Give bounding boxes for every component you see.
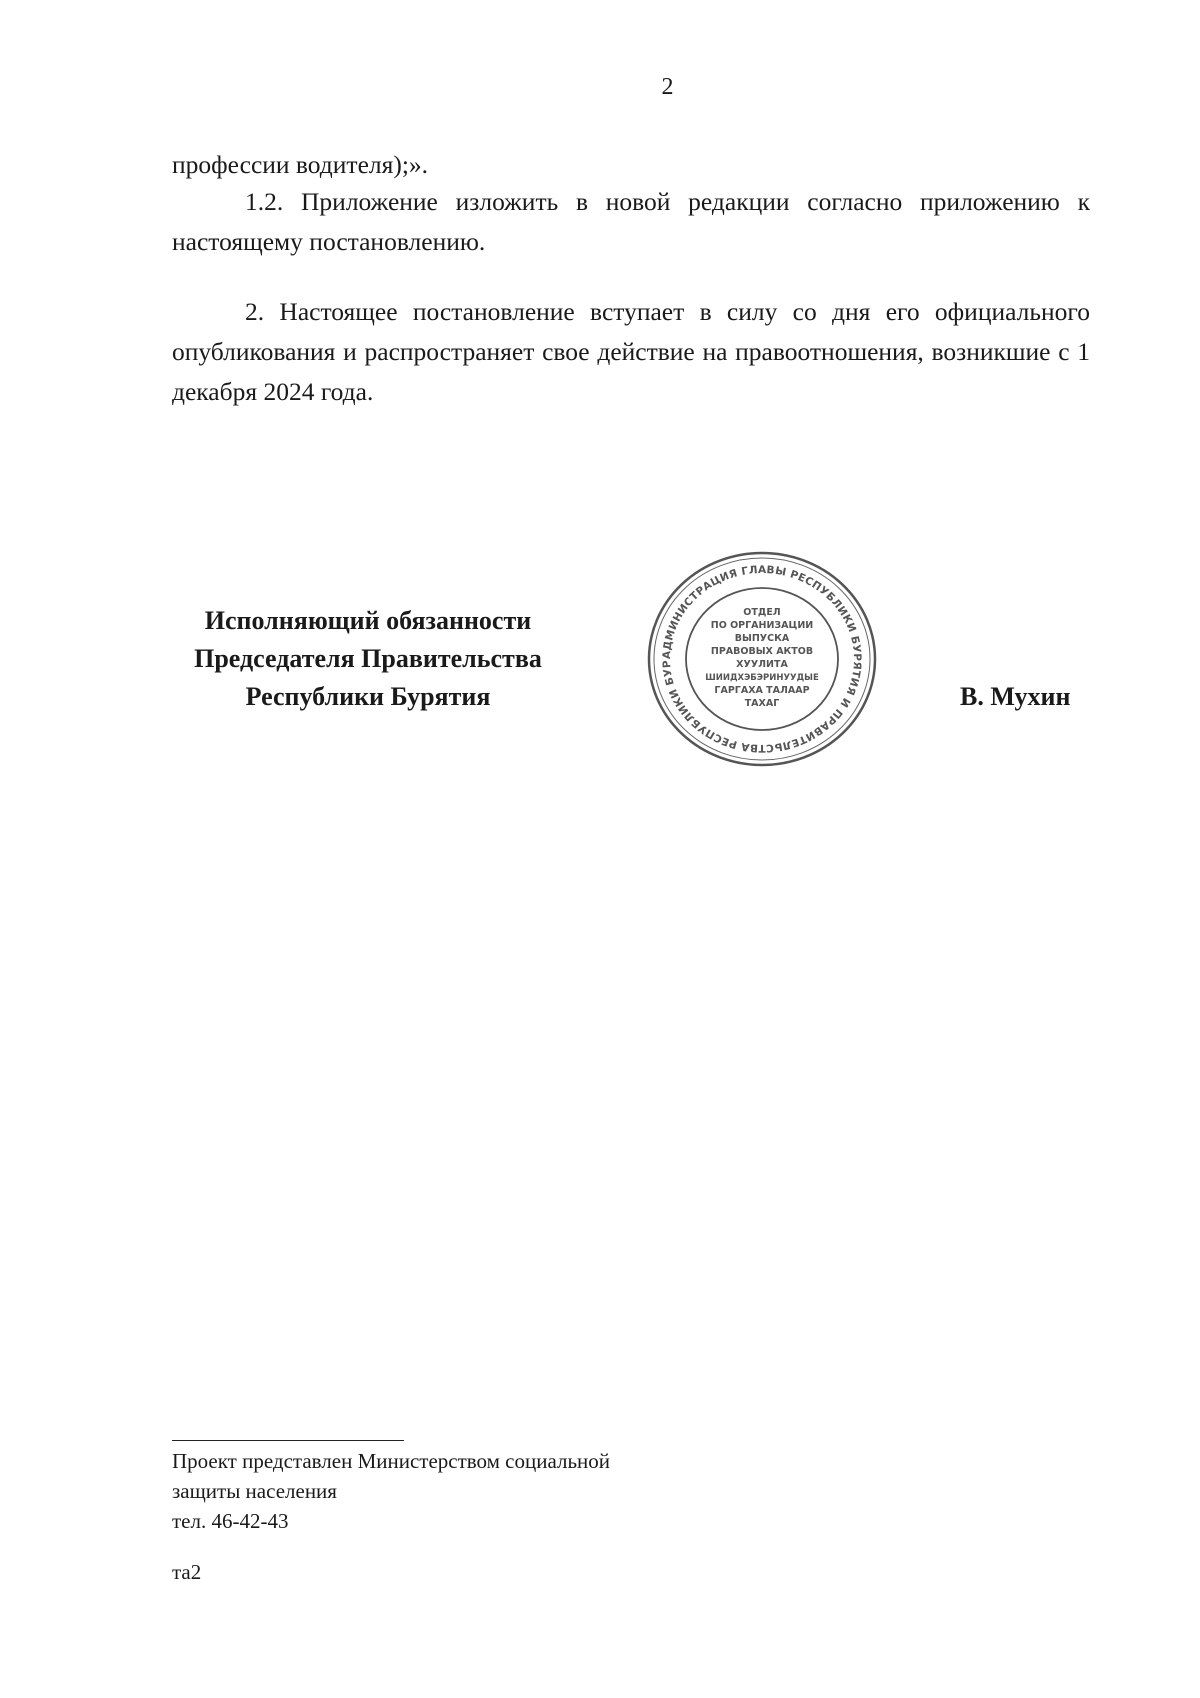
seal-line: ШИИДХЭБЭРИНУУДЫЕ [705,673,819,683]
paragraph-item-2 [172,292,1090,412]
continuation-text: профессии водителя);». [172,150,429,179]
footnote-line: Проект представлен Министерством социальной [172,1449,611,1473]
seal-line: ОТДЕЛ [743,607,781,618]
signer-name: В. Мухин [960,682,1071,711]
footnote-line: защиты населения [172,1479,337,1503]
signer-title-line: Председателя Правительства [194,644,542,673]
item-2-text: 2. Настоящее постановление вступает в силу со дня его официального опубликования и распространяет свое действие на правоотношения, возникшие с 1 декабря 2024 года. [172,297,1090,406]
document-code-mark: та2 [172,1560,202,1584]
seal-line: ХУУЛИТА [736,659,788,670]
seal-line: ПРАВОВЫХ АКТОВ [710,646,814,657]
seal-line: ВЫПУСКА [734,633,790,644]
official-seal [645,548,879,770]
footnote-line: тел. 46-42-43 [172,1509,289,1533]
footnote [172,1446,610,1536]
seal-icon [645,548,879,770]
signer-title-line: Республики Бурятия [245,682,491,711]
seal-line: ГАРГАХА ТАЛААР [714,685,810,696]
footnote-divider [172,1440,404,1441]
seal-line: ПО ОРГАНИЗАЦИИ [710,620,814,631]
paragraph-item-1-2 [172,182,1090,262]
paragraph-continuation [172,145,1090,185]
page-number: 2 [661,74,674,100]
signer-title [160,602,576,716]
signer-title-line: Исполняющий обязанности [204,606,532,635]
item-1-2-text: 1.2. Приложение изложить в новой редакции согласно приложению к настоящему постановлению. [172,187,1090,256]
seal-ring-text: АДМИНИСТРАЦИЯ ГЛАВЫ РЕСПУБЛИКИ БУРЯТИЯ И ПРАВИТЕЛЬСТВА РЕСПУБЛИКИ БУР [660,563,864,755]
seal-line: ТАХАГ [744,698,780,709]
